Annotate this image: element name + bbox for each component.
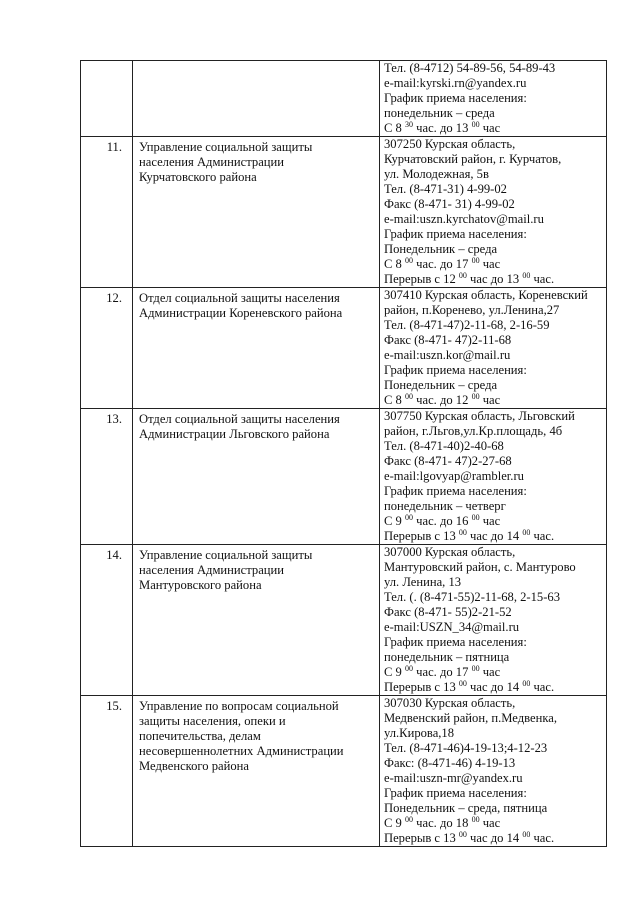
organization-name <box>133 137 380 288</box>
contact-info-line: Перерыв с 13 $^{00}$ час до 14 $^{00}$ час. <box>384 830 555 845</box>
organization-name <box>133 545 380 696</box>
contact-info-line: С 9 $^{00}$ час. до 18 $^{00}$ час <box>384 815 501 830</box>
contact-info-line: ул. Молодежная, 5в <box>384 167 489 181</box>
superscript-minutes: 00 <box>458 271 467 280</box>
table-row <box>81 409 607 545</box>
contact-info-line: Тел. (. (8-471-55)2-11-68, 2-15-63 <box>384 590 561 604</box>
table-row <box>81 545 607 696</box>
row-number: 14. <box>81 545 133 696</box>
contact-info-line: Факс (8-471- 47)2-11-68 <box>384 333 512 347</box>
superscript-minutes: 00 <box>522 271 531 280</box>
contact-info <box>380 696 607 847</box>
contact-info-line: 307410 Курская область, Кореневский <box>384 288 588 302</box>
organization-name-line: Управление по вопросам социальной <box>139 699 339 713</box>
table-row <box>81 696 607 847</box>
contact-info-line: С 8 $^{30}$ час. до 13 $^{00}$ час <box>384 120 501 135</box>
contact-info-line: С 8 $^{00}$ час. до 17 $^{00}$ час <box>384 256 501 271</box>
organization-name-line: Отдел социальной защиты населения <box>139 291 340 305</box>
superscript-minutes: 00 <box>471 120 480 129</box>
organization-name-line: Управление социальной защиты <box>139 140 313 154</box>
superscript-minutes: 00 <box>405 815 413 824</box>
contact-info-line: Понедельник – среда <box>384 378 498 392</box>
contact-info-line: С 8 $^{00}$ час. до 12 $^{00}$ час <box>384 392 501 407</box>
contact-info-line: Медвенский район, п.Медвенка, <box>384 711 557 725</box>
contact-info-line: понедельник – пятница <box>384 650 510 664</box>
organization-name-line: Управление социальной защиты <box>139 548 313 562</box>
organization-name-line: Отдел социальной защиты населения <box>139 412 340 426</box>
superscript-minutes: 00 <box>458 830 467 839</box>
contact-info-line: e-mail:lgovyap@rambler.ru <box>384 469 524 483</box>
contact-info-line: 307750 Курская область, Льговский <box>384 409 575 423</box>
contact-info-line: С 9 $^{00}$ час. до 17 $^{00}$ час <box>384 664 501 679</box>
contact-info-line: Мантуровский район, с. Мантурово <box>384 560 576 574</box>
contact-info-line: График приема населения: <box>384 484 527 498</box>
superscript-minutes: 00 <box>522 830 531 839</box>
row-number: 11. <box>81 137 133 288</box>
organization-name-line: Администрации Льговского района <box>139 427 330 441</box>
superscript-minutes: 00 <box>405 392 413 401</box>
contact-info-line: График приема населения: <box>384 91 527 105</box>
services-table-body <box>81 61 607 847</box>
superscript-minutes: 00 <box>458 679 467 688</box>
contact-info-line: График приема населения: <box>384 786 527 800</box>
contact-info-line: Тел. (8-4712) 54-89-56, 54-89-43 <box>384 61 556 75</box>
table-row <box>81 137 607 288</box>
superscript-minutes: 00 <box>522 528 531 537</box>
superscript-minutes: 00 <box>471 664 480 673</box>
contact-info-line: Перерыв с 12 $^{00}$ час до 13 $^{00}$ час. <box>384 271 555 286</box>
row-number: 15. <box>81 696 133 847</box>
organization-name <box>133 409 380 545</box>
superscript-minutes: 00 <box>458 528 467 537</box>
contact-info-line: График приема населения: <box>384 227 527 241</box>
superscript-minutes: 00 <box>405 664 413 673</box>
contact-info-line: ул. Ленина, 13 <box>384 575 462 589</box>
contact-info-line: С 9 $^{00}$ час. до 16 $^{00}$ час <box>384 513 501 528</box>
organization-name-line: Администрации Кореневского района <box>139 306 343 320</box>
contact-info-line: Перерыв с 13 $^{00}$ час до 14 $^{00}$ час. <box>384 528 555 543</box>
services-table <box>80 60 607 847</box>
organization-name <box>133 288 380 409</box>
organization-name-line: населения Администрации <box>139 155 285 169</box>
row-number: 12. <box>81 288 133 409</box>
organization-name-line: населения Администрации <box>139 563 285 577</box>
contact-info-line: Факс: (8-471-46) 4-19-13 <box>384 756 516 770</box>
contact-info-line: Тел. (8-471-47)2-11-68, 2-16-59 <box>384 318 550 332</box>
contact-info <box>380 409 607 545</box>
superscript-minutes: 00 <box>405 256 413 265</box>
organization-name <box>133 61 380 137</box>
row-number: 13. <box>81 409 133 545</box>
organization-name-line: Курчатовского района <box>139 170 257 184</box>
contact-info-line: Тел. (8-471-40)2-40-68 <box>384 439 504 453</box>
contact-info-line: Тел. (8-471-46)4-19-13;4-12-23 <box>384 741 548 755</box>
contact-info-line: Понедельник – среда <box>384 242 498 256</box>
contact-info-line: Тел. (8-471-31) 4-99-02 <box>384 182 507 196</box>
table-row <box>81 61 607 137</box>
contact-info-line: Курчатовский район, г. Курчатов, <box>384 152 562 166</box>
superscript-minutes: 00 <box>471 392 480 401</box>
contact-info-line: Понедельник – среда, пятница <box>384 801 548 815</box>
contact-info-line: понедельник – среда <box>384 106 495 120</box>
row-number <box>81 61 133 137</box>
contact-info-line: понедельник – четверг <box>384 499 506 513</box>
table-row <box>81 288 607 409</box>
contact-info-line: График приема населения: <box>384 363 527 377</box>
contact-info-line: e-mail:kyrski.rn@yandex.ru <box>384 76 527 90</box>
contact-info-line: e-mail:uszn.kor@mail.ru <box>384 348 511 362</box>
contact-info-line: Факс (8-471- 55)2-21-52 <box>384 605 512 619</box>
organization-name-line: попечительства, делам <box>139 729 261 743</box>
contact-info-line: График приема населения: <box>384 635 527 649</box>
organization-name-line: Мантуровского района <box>139 578 262 592</box>
superscript-minutes: 00 <box>471 815 480 824</box>
superscript-minutes: 30 <box>405 120 413 129</box>
contact-info-line: 307000 Курская область, <box>384 545 516 559</box>
contact-info-line: e-mail:uszn-mr@yandex.ru <box>384 771 523 785</box>
contact-info-line: Факс (8-471- 47)2-27-68 <box>384 454 512 468</box>
organization-name-line: несовершеннолетних Администрации <box>139 744 344 758</box>
contact-info-line: район, п.Коренево, ул.Ленина,27 <box>384 303 560 317</box>
contact-info <box>380 137 607 288</box>
superscript-minutes: 00 <box>471 513 480 522</box>
contact-info <box>380 61 607 137</box>
superscript-minutes: 00 <box>522 679 531 688</box>
contact-info-line: район, г.Льгов,ул.Кр.площадь, 4б <box>384 424 563 438</box>
contact-info <box>380 288 607 409</box>
organization-name-line: защиты населения, опеки и <box>139 714 286 728</box>
contact-info-line: 307030 Курская область, <box>384 696 516 710</box>
contact-info-line: Перерыв с 13 $^{00}$ час до 14 $^{00}$ час. <box>384 679 555 694</box>
superscript-minutes: 00 <box>471 256 480 265</box>
contact-info-line: ул.Кирова,18 <box>384 726 455 740</box>
contact-info-line: e-mail:uszn.kyrchatov@mail.ru <box>384 212 544 226</box>
contact-info <box>380 545 607 696</box>
contact-info-line: e-mail:USZN_34@mail.ru <box>384 620 520 634</box>
contact-info-line: Факс (8-471- 31) 4-99-02 <box>384 197 515 211</box>
superscript-minutes: 00 <box>405 513 413 522</box>
organization-name <box>133 696 380 847</box>
contact-info-line: 307250 Курская область, <box>384 137 516 151</box>
organization-name-line: Медвенского района <box>139 759 249 773</box>
